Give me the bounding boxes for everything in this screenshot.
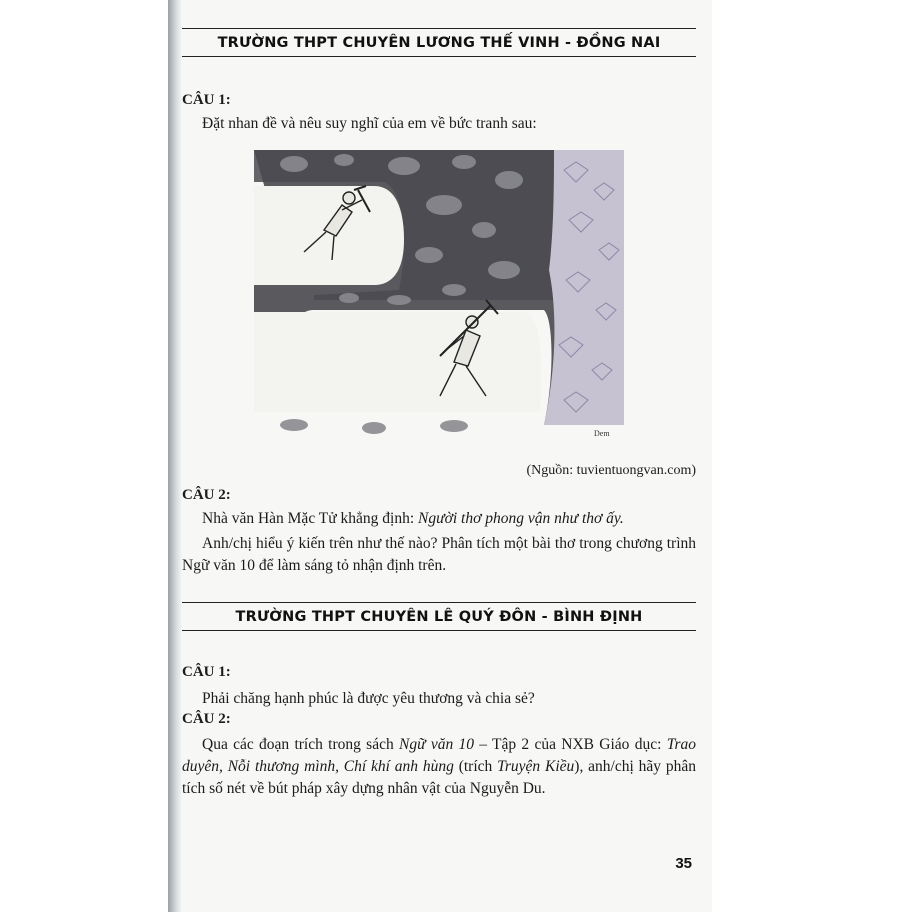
q2-part-1: Qua các đoạn trích trong sách (202, 736, 399, 753)
page-number: 35 (675, 855, 692, 872)
q2-part-7: ), anh/chị hãy phân tích số nét về bút pháp xây dựng nhân vật của Nguyễn Du. (182, 758, 696, 797)
school-header-luong-the-vinh: TRƯỜNG THPT CHUYÊN LƯƠNG THẾ VINH - ĐỒNG NAI (182, 28, 696, 57)
statement-quote: Người thơ phong vận như thơ ấy. (418, 510, 624, 527)
q2-part-5: (trích (453, 758, 498, 775)
book-title: Ngữ văn 10 (399, 736, 474, 753)
book-binding-shadow (168, 0, 182, 912)
statement-prefix: Nhà văn Hàn Mặc Tử khẳng định: (202, 510, 419, 527)
section2-question-2-text (182, 734, 696, 800)
excerpt-titles: Trao duyên, Nỗi thương mình, Chí khí anh hùng (182, 736, 696, 775)
school-header-le-quy-don: TRƯỜNG THPT CHUYÊN LÊ QUÝ ĐÔN - BÌNH ĐỊNH (182, 602, 696, 631)
section2-question-2-label: CÂU 2: (182, 711, 231, 727)
question-1-label: CÂU 1: (182, 92, 231, 108)
question-1-text: Đặt nhan đề và nêu suy nghĩ của em về bức tranh sau: (202, 115, 537, 132)
artist-signature: Dem (594, 429, 610, 438)
section2-question-1-label: CÂU 1: (182, 664, 231, 680)
question-2-prompt: Anh/chị hiểu ý kiến trên như thế nào? Phân tích một bài thơ trong chương trình Ngữ văn 10 để làm sáng tỏ nhận định trên. (182, 535, 696, 574)
question-2-label: CÂU 2: (182, 487, 231, 503)
cartoon-illustration (254, 150, 624, 440)
question-2-statement (182, 508, 696, 530)
section2-question-1-text: Phải chăng hạnh phúc là được yêu thương và chia sẻ? (202, 690, 535, 707)
page (182, 0, 712, 912)
work-title: Truyện Kiều (497, 758, 575, 775)
q2-part-3: – Tập 2 của NXB Giáo dục: (474, 736, 667, 753)
image-source-caption: (Nguồn: tuvientuongvan.com) (526, 463, 696, 478)
